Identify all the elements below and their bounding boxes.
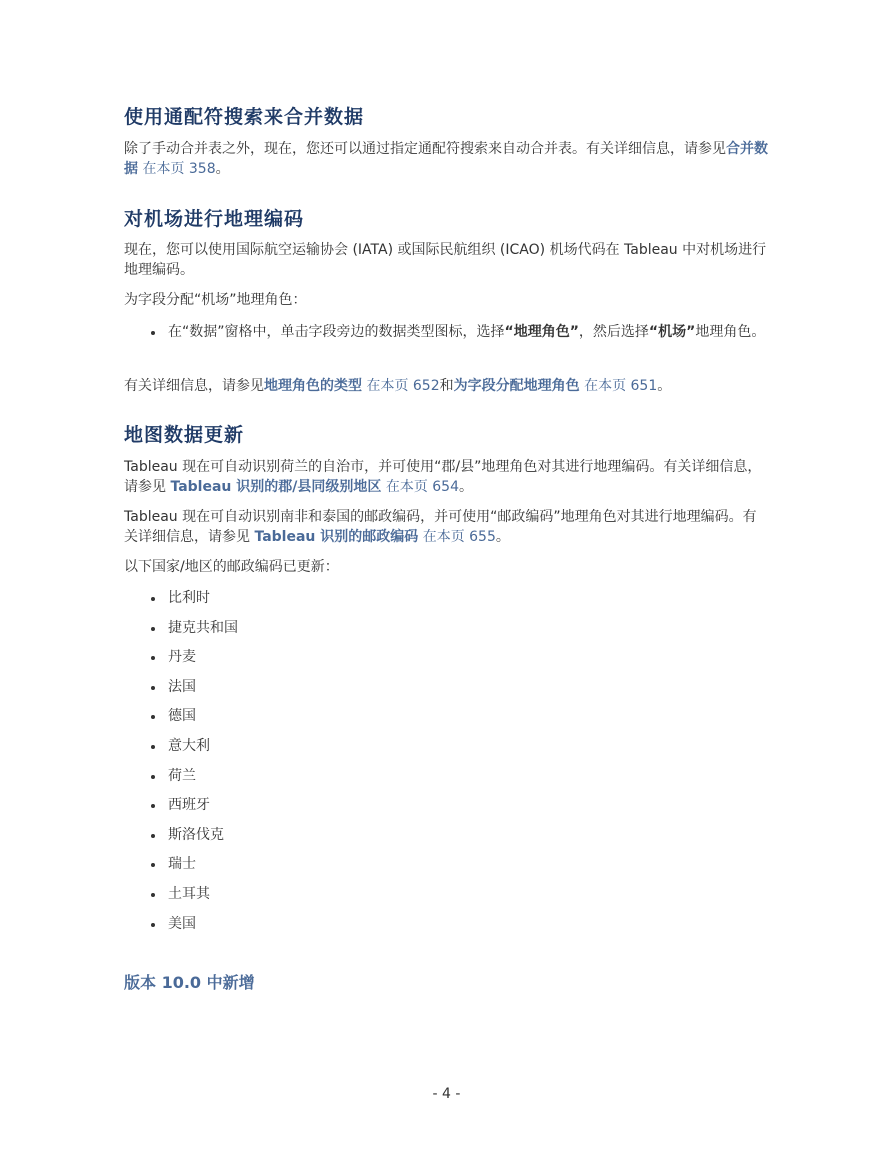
bullet-icon	[151, 627, 155, 631]
link-merge-data[interactable]: 合并数据	[124, 141, 768, 177]
page-ref-655[interactable]: 在本页 655	[418, 529, 496, 545]
page-ref-651[interactable]: 在本页 651	[579, 378, 658, 394]
paragraph-airports-more: 有关详细信息，请参见地理角色的类型 在本页 652和为字段分配地理角色 在本页 651。	[124, 378, 672, 394]
countries-list	[124, 588, 770, 943]
link-postal-codes[interactable]: Tableau 识别的邮政编码	[254, 529, 419, 545]
bullet-icon	[151, 893, 155, 897]
paragraph-countries-intro: 以下国家/地区的邮政编码已更新：	[124, 559, 339, 575]
link-assign-geo-role[interactable]: 为字段分配地理角色	[453, 378, 580, 394]
bullet-icon	[151, 804, 155, 808]
bullet-icon	[151, 686, 155, 690]
list-item: 捷克共和国	[124, 618, 770, 638]
paragraph-airports-intro: 现在，您可以使用国际航空运输协会 (IATA) 或国际民航组织 (ICAO) 机场代码在 Tableau 中对机场进行地理编码。	[124, 242, 767, 278]
list-item: 丹麦	[124, 647, 770, 667]
heading-airports: 对机场进行地理编码	[124, 208, 305, 230]
list-item: 在“数据”窗格中，单击字段旁边的数据类型图标，选择“地理角色”，然后选择“机场”地理角色。	[124, 322, 770, 342]
page-number: - 4 -	[432, 1086, 461, 1102]
list-item: 瑞士	[124, 854, 770, 874]
heading-wildcard: 使用通配符搜索来合并数据	[124, 106, 365, 128]
link-county-equivalents[interactable]: Tableau 识别的郡/县同级别地区	[170, 479, 382, 495]
link-geo-role-types[interactable]: 地理角色的类型	[264, 378, 362, 394]
list-item: 荷兰	[124, 766, 770, 786]
page-ref-654[interactable]: 在本页 654	[381, 479, 459, 495]
list-item: 德国	[124, 706, 770, 726]
bullet-icon	[151, 863, 155, 867]
bullet-icon	[151, 331, 155, 335]
heading-map-data: 地图数据更新	[124, 424, 245, 446]
list-item: 斯洛伐克	[124, 825, 770, 845]
list-item: 土耳其	[124, 884, 770, 904]
bullet-icon	[151, 775, 155, 779]
list-item: 法国	[124, 677, 770, 697]
paragraph-airports-assign: 为字段分配“机场”地理角色：	[124, 292, 307, 308]
list-item: 西班牙	[124, 795, 770, 815]
heading-version-10: 版本 10.0 中新增	[124, 973, 255, 992]
bullet-icon	[151, 715, 155, 719]
paragraph-postal: Tableau 现在可自动识别南非和泰国的邮政编码，并可使用“邮政编码”地理角色对其进行地理编码。有关详细信息，请参见 Tableau 识别的邮政编码 在本页 655。	[124, 509, 757, 545]
paragraph-wildcard: 除了手动合并表之外，现在，您还可以通过指定通配符搜索来自动合并表。有关详细信息，请参见合并数据 在本页 358。	[124, 141, 768, 177]
bullet-icon	[151, 656, 155, 660]
list-item: 比利时	[124, 588, 770, 608]
list-item: 美国	[124, 914, 770, 934]
paragraph-netherlands: Tableau 现在可自动识别荷兰的自治市，并可使用“郡/县”地理角色对其进行地理编码。有关详细信息，请参见 Tableau 识别的郡/县同级别地区 在本页 654。	[124, 459, 762, 495]
page-ref-652[interactable]: 在本页 652	[362, 378, 440, 394]
bullet-icon	[151, 834, 155, 838]
bullet-icon	[151, 745, 155, 749]
airport-steps-list	[124, 322, 770, 342]
list-item: 意大利	[124, 736, 770, 756]
page-ref-358[interactable]: 在本页 358	[138, 161, 216, 177]
bullet-icon	[151, 597, 155, 601]
bullet-icon	[151, 923, 155, 927]
